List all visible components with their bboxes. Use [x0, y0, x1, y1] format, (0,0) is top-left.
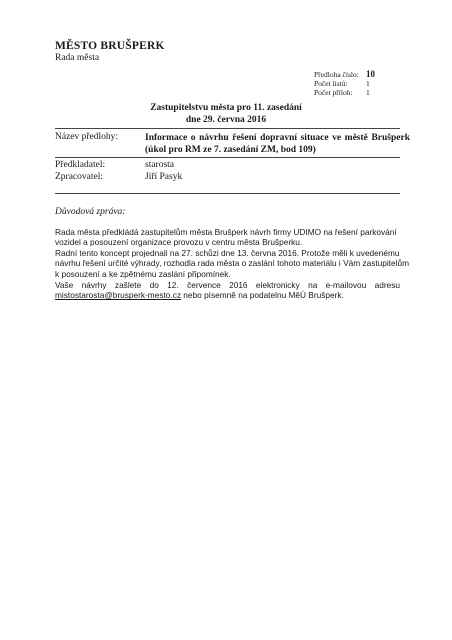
sheet-count-label: Počet listů: [314, 79, 348, 88]
paragraph-2-line-3: k posouzení a ke zpětnému zaslání připomínek. [55, 268, 231, 279]
processor-label: Zpracovatel: [55, 172, 104, 182]
attachment-count-label: Počet příloh: [314, 88, 353, 97]
paragraph-2-line-1: Radní tento koncept projednali na 27. schůzi dne 13. června 2016. Protože měli k uvedenému [55, 248, 400, 258]
proposal-number-value: 10 [366, 69, 375, 79]
paragraph-1-line-1: Rada města předkládá zastupitelům města Brušperk návrh firmy UDIMO na řešení parkování [55, 227, 397, 237]
submitter-label: Předkladatel: [55, 160, 106, 170]
meeting-title: Zastupitelstvu města pro 11. zasedání [150, 103, 302, 113]
email-link[interactable]: mistostarosta@brusperk-mesto.cz [55, 290, 181, 301]
paragraph-1-line-2: vozidel a posouzení organizace provozu v centru města Brušperku. [55, 237, 303, 248]
attachment-count-value: 1 [366, 88, 370, 97]
paragraph-2-line-2: návrhu řešení určité výhrady, rozhodla rada města o zaslání tohoto materiálu i Vám zastupitelům [55, 258, 410, 269]
sheet-count [314, 79, 370, 88]
paragraph-3-line-2 [55, 290, 400, 300]
divider-top [55, 128, 400, 129]
paragraph-3-line-1: Vaše návrhy zašlete do 12. července 2016 elektronicky na e-mailovou adresu [55, 280, 400, 290]
attachment-count [314, 88, 370, 97]
report-paragraph-2 [55, 248, 410, 279]
proposal-title-value: Informace o návrhu řešení dopravní situace ve městě Brušperk (úkol pro RM ze 7. zasedání ZM, bod 109) [145, 133, 410, 155]
council-name: Rada města [55, 53, 100, 63]
divider-bottom [55, 193, 400, 194]
proposal-number [314, 69, 375, 79]
organization-name: MĚSTO BRUŠPERK [55, 40, 165, 52]
report-paragraph-3 [55, 280, 400, 301]
proposal-title-label: Název předlohy: [55, 132, 119, 142]
submitter-value: starosta [145, 160, 175, 170]
report-paragraph-1 [55, 227, 400, 248]
meeting-date: dne 29. června 2016 [185, 115, 267, 125]
divider-middle [55, 157, 400, 158]
paragraph-3-line-2-rest: nebo písemně na podatelnu MěÚ Brušperk. [181, 290, 344, 301]
sheet-count-value: 1 [366, 79, 370, 88]
proposal-number-label: Předloha číslo: [314, 70, 359, 79]
report-heading: Důvodová zpráva: [55, 207, 126, 217]
processor-value: Jiří Pasyk [145, 172, 183, 182]
